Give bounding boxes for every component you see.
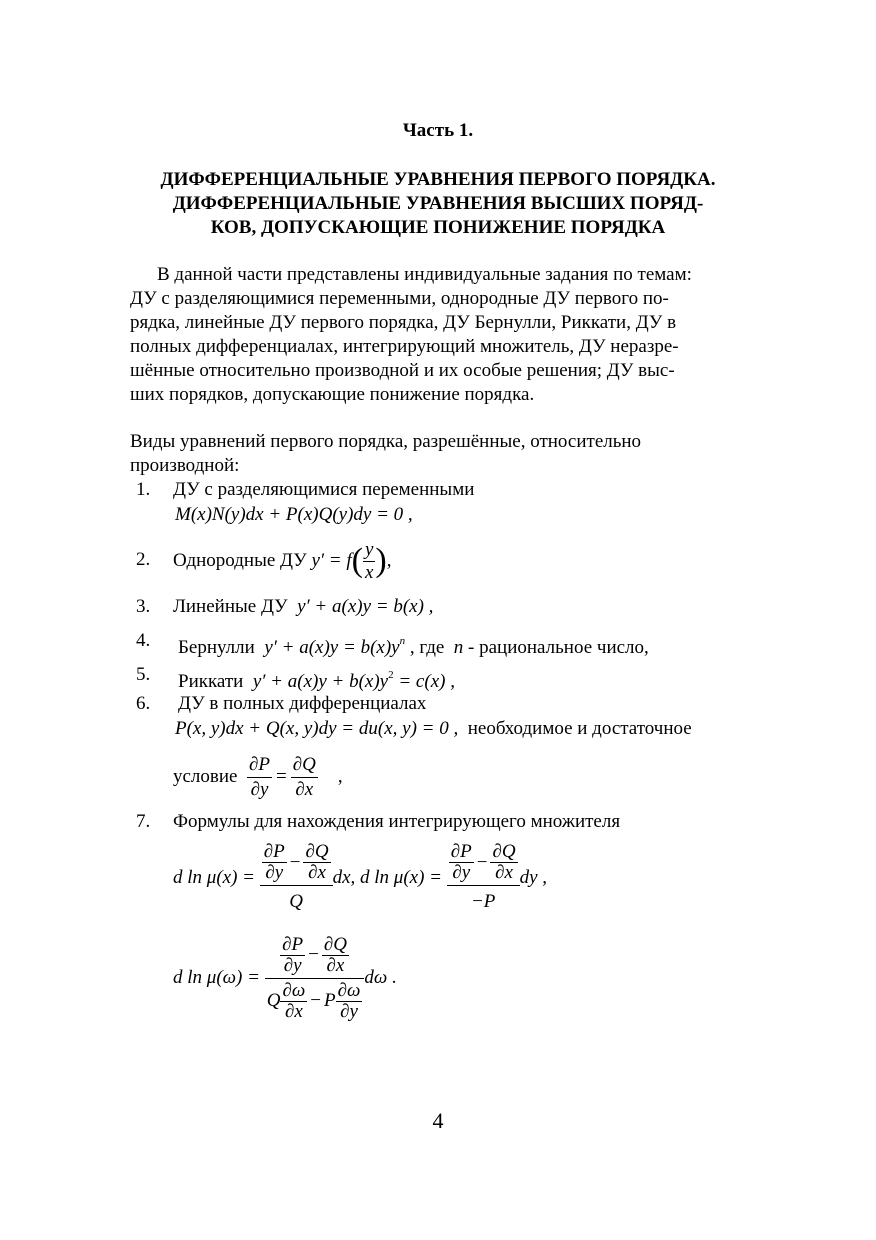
- types-line-1: Виды уравнений первого порядка, разрешённые, относительно: [130, 431, 642, 452]
- minus-sign: −: [476, 851, 488, 873]
- item-1-number: 1.: [136, 479, 151, 500]
- item-5-label: Риккати: [178, 671, 244, 692]
- intro-line: ших порядков, допускающие понижение порядка.: [130, 384, 535, 405]
- fraction-numerator: ∂P: [282, 933, 304, 955]
- fraction-denominator: ∂x: [495, 862, 513, 883]
- fraction-denominator: ∂y: [283, 954, 302, 976]
- fraction-denominator: ∂y: [340, 1000, 358, 1022]
- fraction-denominator: ∂x: [326, 954, 345, 976]
- types-line-2: производной:: [130, 455, 240, 476]
- lhs-mu-omega: d ln μ(ω) =: [173, 967, 260, 988]
- fraction-denominator: ∂x: [308, 862, 326, 883]
- big-fraction-numerator: [265, 935, 365, 979]
- lhs-mu-x: d ln μ(x) =: [173, 867, 255, 888]
- fraction-numerator: y: [364, 538, 374, 560]
- fraction-numerator: ∂ω: [282, 979, 306, 1001]
- big-fraction-omega: [265, 935, 365, 1022]
- fraction-numerator: ∂Q: [305, 841, 329, 862]
- item-2-row: [173, 536, 391, 586]
- fraction-numerator: ∂Q: [291, 753, 318, 778]
- fraction-numerator: ∂P: [247, 753, 272, 778]
- item-4-n: n: [453, 637, 464, 658]
- item-6-cond-label: условие: [173, 766, 238, 787]
- differential-dy: dy ,: [519, 867, 548, 888]
- item-4-desc: - рациональное число,: [468, 637, 649, 658]
- minus-sign: −: [310, 990, 321, 1011]
- integrating-factor-row-2: [173, 924, 397, 1032]
- item-7-label: Формулы для нахождения интегрирующего множителя: [173, 811, 621, 832]
- integrating-factor-row-1: [173, 836, 547, 920]
- intro-line: рядка, линейные ДУ первого порядка, ДУ Бернулли, Риккати, ДУ в: [130, 312, 677, 333]
- fraction-denominator: ∂x: [295, 778, 314, 800]
- item-4-rest: , где: [409, 637, 445, 658]
- item-4-number: 4.: [136, 630, 151, 651]
- differential-dx: dx: [332, 867, 351, 888]
- fraction-dP-dy: [262, 842, 287, 883]
- page-number: 4: [432, 1108, 444, 1133]
- fraction-domega-dx: [280, 981, 307, 1022]
- intro-line: ДУ с разделяющимися переменными, однородные ДУ первого по-: [130, 288, 669, 309]
- fraction-denominator: ∂x: [284, 1000, 303, 1022]
- item-6-condition: [173, 750, 343, 804]
- item-3-label: Линейные ДУ: [173, 596, 288, 617]
- big-fraction-x: [260, 842, 333, 914]
- fraction-numerator: ∂P: [450, 841, 472, 862]
- fraction-numerator: ∂ω: [337, 979, 361, 1001]
- fraction-dQ-dx: [291, 753, 318, 802]
- fraction-domega-dy: [336, 981, 363, 1022]
- fraction-numerator: ∂Q: [492, 841, 516, 862]
- item-6-formula: P(x, y)dx + Q(x, y)dy = du(x, y) = 0 ,: [175, 718, 459, 739]
- big-fraction-denominator: [265, 979, 365, 1022]
- item-2-label: Однородные ДУ: [173, 550, 307, 571]
- item-6-tail: ,: [337, 766, 343, 787]
- big-fraction-y: [447, 842, 520, 914]
- chapter-heading: [0, 168, 876, 240]
- minus-sign: −: [308, 944, 319, 965]
- item-4-label: Бернулли: [178, 637, 255, 658]
- item-6-label: ДУ в полных дифференциалах: [178, 693, 427, 714]
- item-5-row: [178, 663, 455, 694]
- item-3-number: 3.: [136, 596, 151, 617]
- big-fraction-numerator: [447, 842, 520, 886]
- heading-line-3: КОВ, ДОПУСКАЮЩИЕ ПОНИЖЕНИЕ ПОРЯДКА: [210, 217, 666, 238]
- intro-line: В данной части представлены индивидуальные задания по темам:: [157, 264, 692, 285]
- item-2-number: 2.: [136, 549, 151, 570]
- fraction-denominator: x: [364, 561, 374, 583]
- item-1-label: ДУ с разделяющимися переменными: [173, 479, 475, 500]
- item-5-exponent: 2: [388, 669, 394, 681]
- intro-paragraph: [130, 263, 692, 407]
- fraction-dP-dy: [280, 935, 305, 976]
- item-3-formula: y′ + a(x)y = b(x) ,: [297, 596, 434, 617]
- item-6-number: 6.: [136, 693, 151, 714]
- equals-sign: =: [276, 766, 287, 787]
- denominator-Q: Q: [266, 990, 281, 1011]
- item-4-row: [178, 629, 649, 660]
- fraction-dQ-dx: [303, 842, 330, 883]
- item-4-exponent: n: [399, 635, 406, 647]
- fraction-numerator: ∂Q: [323, 933, 347, 955]
- fraction-numerator: ∂P: [263, 841, 285, 862]
- minus-sign: −: [289, 851, 301, 873]
- big-fraction-numerator: [260, 842, 333, 886]
- fraction-dP-dy: [449, 842, 474, 883]
- differential-domega: dω .: [364, 967, 397, 988]
- left-paren: (: [351, 542, 363, 579]
- denominator-P: P: [323, 990, 336, 1011]
- item-2-tail: ,: [386, 550, 392, 571]
- part-title: Часть 1.: [402, 120, 474, 141]
- big-fraction-denominator: −P: [470, 891, 496, 912]
- heading-line-1: ДИФФЕРЕНЦИАЛЬНЫЕ УРАВНЕНИЯ ПЕРВОГО ПОРЯДКА.: [160, 169, 716, 190]
- item-3-row: [173, 595, 433, 619]
- fraction-denominator: ∂y: [250, 778, 269, 800]
- item-2-lhs: y′ = f: [311, 550, 352, 571]
- fraction-dP-dy: [247, 753, 272, 802]
- item-6-cond-text: необходимое и достаточное: [467, 718, 692, 739]
- item-4-formula: y′ + a(x)y = b(x)y: [264, 637, 400, 658]
- right-paren: ): [375, 542, 387, 579]
- heading-line-2: ДИФФЕРЕНЦИАЛЬНЫЕ УРАВНЕНИЯ ВЫСШИХ ПОРЯД-: [172, 193, 704, 214]
- fraction-dQ-dx: [490, 842, 517, 883]
- item-5-formula: y′ + a(x)y + b(x)y: [252, 671, 389, 692]
- fraction-y-over-x: [363, 539, 375, 584]
- item-5-rest: = c(x) ,: [398, 671, 455, 692]
- item-5-number: 5.: [136, 664, 151, 685]
- intro-line: полных дифференциалах, интегрирующий множитель, ДУ неразре-: [130, 336, 679, 357]
- item-1-formula: M(x)N(y)dx + P(x)Q(y)dy = 0 ,: [175, 504, 413, 525]
- types-intro: [130, 430, 641, 478]
- fraction-dQ-dx: [322, 935, 349, 976]
- fraction-denominator: ∂y: [452, 862, 471, 883]
- item-7-number: 7.: [136, 811, 151, 832]
- big-fraction-denominator: Q: [289, 891, 304, 912]
- intro-line: шённые относительно производной и их особые решения; ДУ выс-: [130, 360, 675, 381]
- lhs-mu-y: , d ln μ(x) =: [350, 867, 442, 888]
- fraction-denominator: ∂y: [265, 862, 284, 883]
- item-6-formula-row: [175, 717, 692, 741]
